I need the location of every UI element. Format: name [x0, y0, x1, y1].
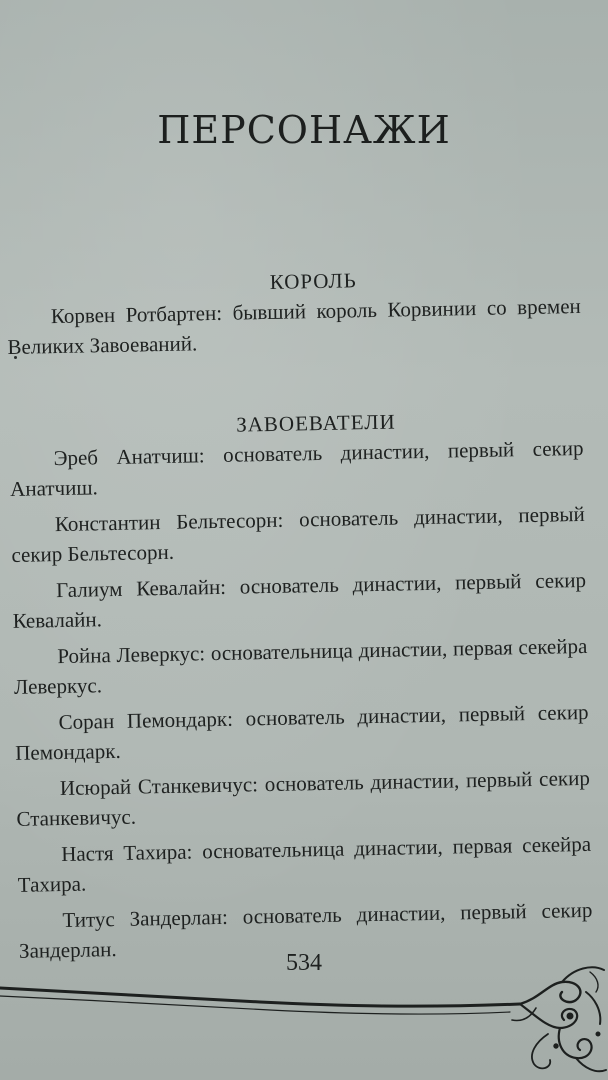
corner-ornament	[0, 958, 608, 1080]
character-list	[6, 261, 593, 972]
character-entry: Исюрай Станкевичус: основатель династии, первый секир Станкевичус.	[16, 765, 591, 831]
character-entry: Галиум Кевалайн: основатель династии, первый секир Кевалайн.	[12, 567, 587, 633]
page-title: ПЕРСОНАЖИ	[157, 108, 451, 152]
character-entry: Константин Бельтесорн: основатель династии, первый секир Бельтесорн.	[11, 501, 585, 567]
page-number: 534	[286, 950, 322, 976]
section-conquerors	[9, 403, 593, 966]
character-entry: Соран Пемондарк: основатель династии, первый секир Пемондарк.	[15, 699, 589, 765]
character-entry: Титус Зандерлан: основатель династии, первый секир Зандерлан.	[18, 897, 593, 963]
character-entry: Эреб Анатчиш: основатель династии, первый секир Анатчиш.	[9, 435, 584, 501]
section-king	[6, 261, 582, 362]
character-entry: Настя Тахира: основательница династии, первая секейра Тахира.	[17, 831, 592, 897]
section-heading-conquerors: ЗАВОЕВАТЕЛИ	[235, 409, 396, 437]
section-heading-king: КОРОЛЬ	[269, 268, 357, 294]
character-entry: Корвен Ротбартен: бывший король Корвинии со времен Великих Завоеваний.	[7, 293, 581, 359]
character-entry: Ройна Леверкус: основательница династии, первая секейра Леверкус.	[13, 633, 588, 699]
